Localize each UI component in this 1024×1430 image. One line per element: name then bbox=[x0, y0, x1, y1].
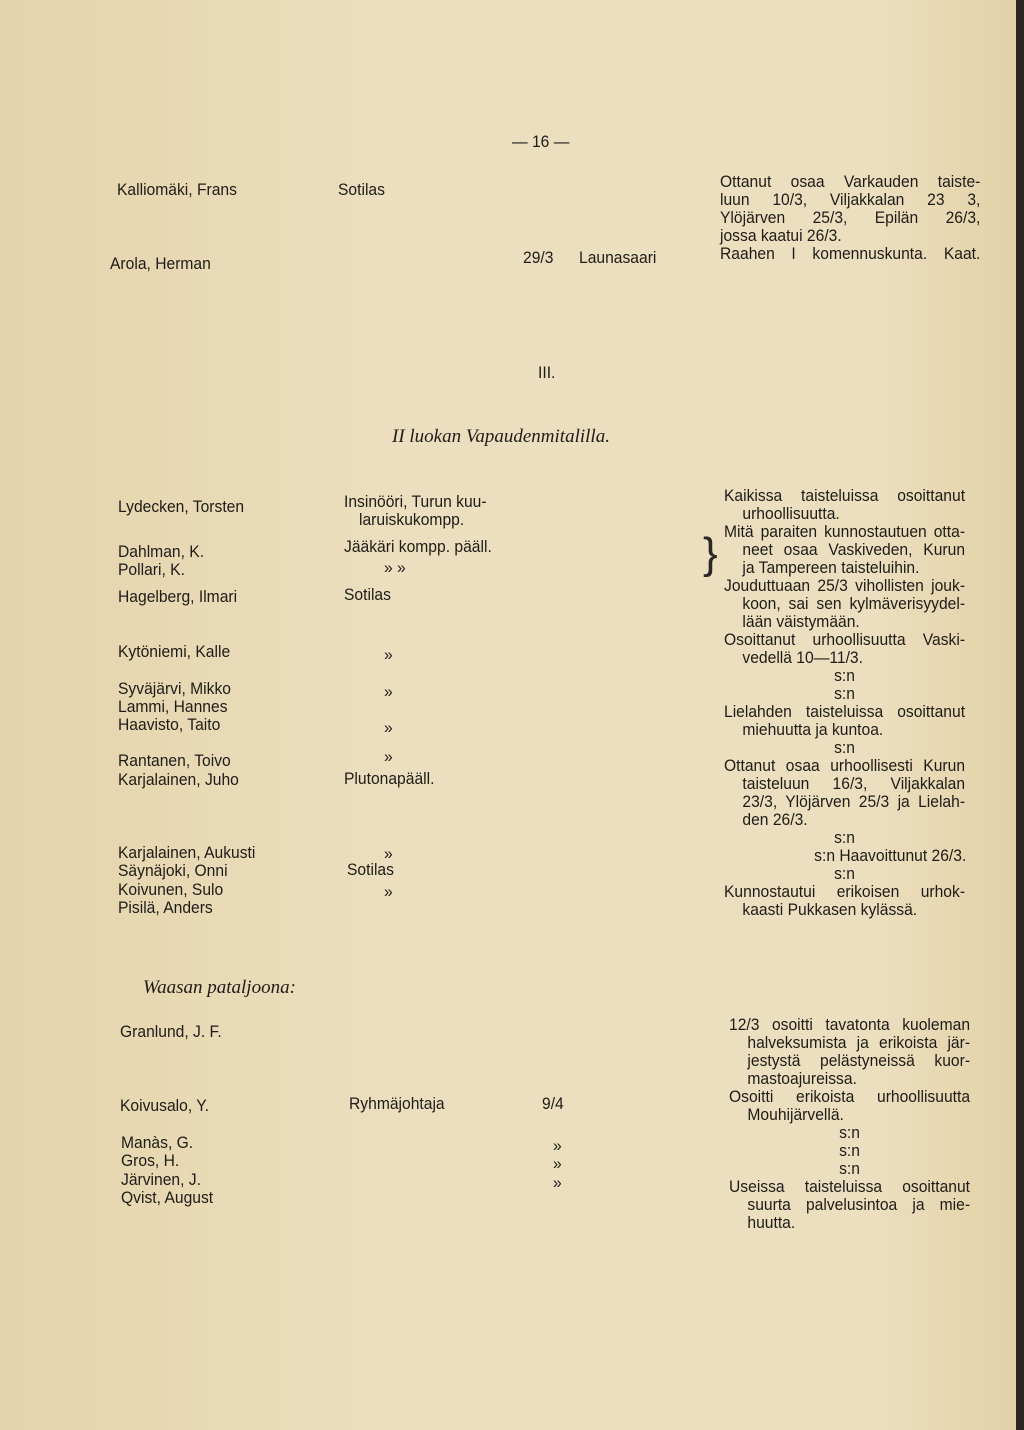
desc-line: urhoollisuutta. bbox=[742, 504, 840, 523]
name-haavisto: Haavisto, Taito bbox=[118, 715, 221, 734]
page-number: — 16 — bbox=[512, 132, 570, 151]
desc-line: ja Tampereen taisteluihin. bbox=[742, 558, 920, 577]
desc-line: Ottanut osaa urhoollisesti Kurun bbox=[724, 756, 966, 775]
rank-ditto: » bbox=[384, 718, 393, 737]
rank-plutonapaall: Plutonapääll. bbox=[344, 769, 435, 788]
desc-line: Mouhijärvellä. bbox=[747, 1105, 844, 1124]
name-koivusalo: Koivusalo, Y. bbox=[120, 1096, 209, 1115]
waasa-heading: Waasan pataljoona: bbox=[143, 977, 296, 998]
desc-line: neet osaa Vaskiveden, Kurun bbox=[742, 540, 966, 559]
name-dahlman: Dahlman, K. bbox=[118, 542, 205, 561]
desc-line: halveksumista ja erikoista jär- bbox=[747, 1033, 971, 1052]
top-description bbox=[720, 173, 980, 263]
desc-line: s:n bbox=[839, 1123, 860, 1142]
desc-line: jossa kaatui 26/3. bbox=[720, 226, 842, 245]
brace-glyph: } bbox=[703, 529, 718, 578]
name-syvajarvi: Syväjärvi, Mikko bbox=[118, 679, 231, 698]
scan-edge bbox=[1016, 0, 1024, 1430]
name-saynajoki: Säynäjoki, Onni bbox=[118, 861, 228, 880]
desc-line: s:n bbox=[834, 684, 855, 703]
name-lammi: Lammi, Hannes bbox=[118, 697, 228, 716]
desc-line: suurta palvelusintoa ja mie- bbox=[747, 1195, 971, 1214]
desc-line: Kaikissa taisteluissa osoittanut bbox=[724, 486, 966, 505]
desc-line: Raahen I komennuskunta. Kaat. bbox=[720, 244, 981, 263]
desc-line: miehuutta ja kuntoa. bbox=[742, 720, 884, 739]
desc-line: Useissa taisteluissa osoittanut bbox=[729, 1177, 971, 1196]
rank-sotilas-2: Sotilas bbox=[347, 860, 394, 879]
desc-line: vedellä 10—11/3. bbox=[742, 648, 863, 667]
desc-line: jestystä pelästyneissä kuor- bbox=[747, 1051, 971, 1070]
desc-line: kaasti Pukkasen kylässä. bbox=[742, 900, 918, 919]
desc-line: Jouduttuaan 25/3 vihollisten jouk- bbox=[724, 576, 966, 595]
desc-line: koon, sai sen kylmäverisyydel- bbox=[742, 594, 966, 613]
desc-line: Mitä paraiten kunnostautuen otta- bbox=[724, 522, 966, 541]
name-arola: Arola, Herman bbox=[110, 254, 211, 273]
name-manas: Manàs, G. bbox=[121, 1133, 194, 1152]
desc-line: Osoitti erikoista urhoollisuutta bbox=[729, 1087, 971, 1106]
desc-line: 23/3, Ylöjärven 25/3 ja Lielah- bbox=[742, 792, 966, 811]
rank-ditto: » » bbox=[384, 558, 406, 577]
rank-ditto: » bbox=[384, 844, 393, 863]
place-launasaari: Launasaari bbox=[579, 248, 657, 267]
name-kytoniemi: Kytöniemi, Kalle bbox=[118, 642, 231, 661]
date-29-3: 29/3 bbox=[523, 248, 554, 267]
desc-line: s:n bbox=[834, 864, 855, 883]
name-pisila: Pisilä, Anders bbox=[118, 898, 213, 917]
name-gros: Gros, H. bbox=[121, 1151, 180, 1170]
name-karjalainen-juho: Karjalainen, Juho bbox=[118, 770, 239, 789]
group1-description bbox=[724, 487, 965, 919]
desc-line: Lielahden taisteluissa osoittanut bbox=[724, 702, 966, 721]
name-qvist: Qvist, August bbox=[121, 1188, 214, 1207]
rank-sotilas-top: Sotilas bbox=[338, 180, 385, 199]
desc-line: lään väistymään. bbox=[742, 612, 860, 631]
desc-line: s:n bbox=[834, 666, 855, 685]
rank-jaakari: Jääkäri kompp. pääll. bbox=[344, 537, 492, 556]
desc-line: den 26/3. bbox=[742, 810, 808, 829]
name-koivunen: Koivunen, Sulo bbox=[118, 880, 224, 899]
date-ditto: » bbox=[553, 1173, 562, 1192]
date-9-4: 9/4 bbox=[542, 1094, 564, 1113]
desc-line: s:n Haavoittunut 26/3. bbox=[814, 846, 967, 865]
desc-line: luun 10/3, Viljakkalan 23 3, bbox=[720, 190, 981, 209]
desc-line: mastoajureissa. bbox=[747, 1069, 857, 1088]
name-hagelberg: Hagelberg, Ilmari bbox=[118, 587, 238, 606]
rank-sotilas: Sotilas bbox=[344, 585, 391, 604]
name-pollari: Pollari, K. bbox=[118, 560, 185, 579]
desc-line: taisteluun 16/3, Viljakkalan bbox=[742, 774, 966, 793]
name-kalliomaki: Kalliomäki, Frans bbox=[117, 180, 237, 199]
name-jarvinen: Järvinen, J. bbox=[121, 1170, 201, 1189]
desc-line: s:n bbox=[834, 738, 855, 757]
rank-ditto: » bbox=[384, 747, 393, 766]
desc-line: Ottanut osaa Varkauden taiste- bbox=[720, 172, 981, 191]
section-number: III. bbox=[538, 363, 556, 382]
desc-line: s:n bbox=[834, 828, 855, 847]
desc-line: 12/3 osoitti tavatonta kuoleman bbox=[729, 1015, 971, 1034]
desc-line: s:n bbox=[839, 1159, 860, 1178]
rank-ditto: » bbox=[384, 882, 393, 901]
rank-insinoori: Insinööri, Turun kuu- bbox=[344, 492, 487, 511]
name-rantanen: Rantanen, Toivo bbox=[118, 751, 231, 770]
name-granlund: Granlund, J. F. bbox=[120, 1022, 222, 1041]
date-ditto: » bbox=[553, 1154, 562, 1173]
name-lydecken: Lydecken, Torsten bbox=[118, 497, 245, 516]
rank-ditto: » bbox=[384, 645, 393, 664]
desc-line: s:n bbox=[839, 1141, 860, 1160]
section-title: II luokan Vapaudenmitalilla. bbox=[392, 426, 610, 447]
desc-line: Kunnostautui erikoisen urhok- bbox=[724, 882, 966, 901]
rank-ryhmajohtaja: Ryhmäjohtaja bbox=[349, 1094, 445, 1113]
date-ditto: » bbox=[553, 1136, 562, 1155]
rank-ditto: » bbox=[384, 682, 393, 701]
waasa-description bbox=[729, 1016, 970, 1232]
rank-insinoori-cont: laruiskukompp. bbox=[359, 510, 465, 529]
name-karjalainen-aukusti: Karjalainen, Aukusti bbox=[118, 843, 256, 862]
desc-line: Ylöjärven 25/3, Epilän 26/3, bbox=[720, 208, 981, 227]
desc-line: Osoittanut urhoollisuutta Vaski- bbox=[724, 630, 966, 649]
desc-line: huutta. bbox=[747, 1213, 796, 1232]
